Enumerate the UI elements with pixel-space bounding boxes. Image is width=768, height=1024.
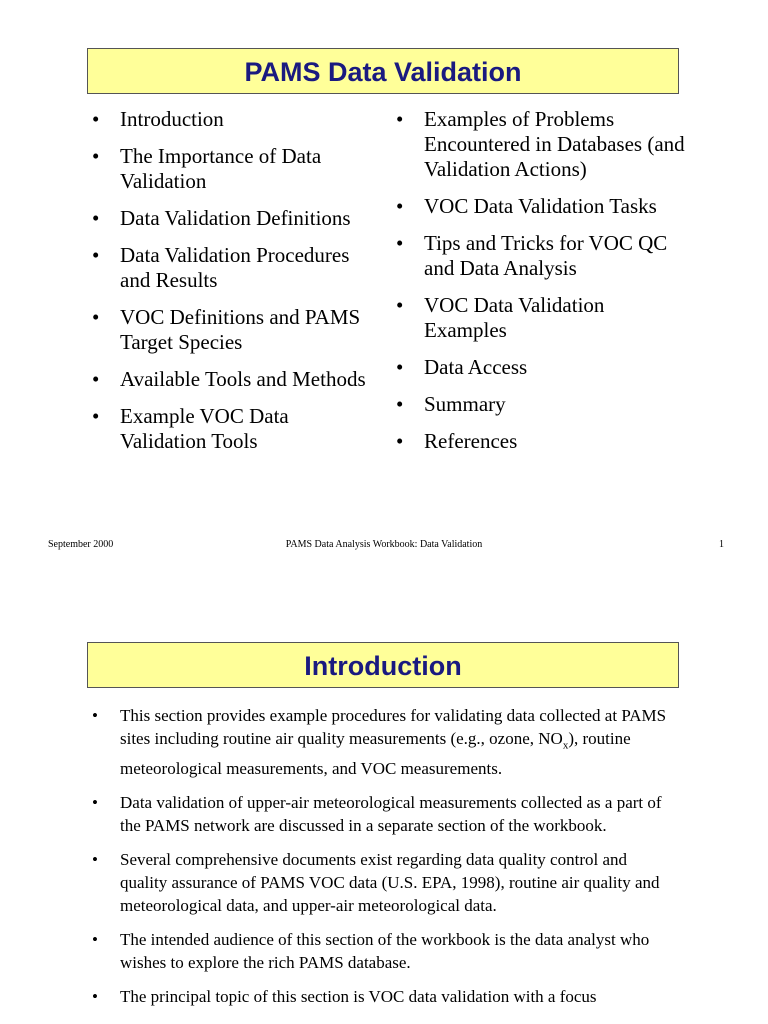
bullet-icon: •	[92, 793, 98, 813]
right-topic-list	[396, 107, 686, 466]
bullet-icon: •	[396, 194, 404, 218]
list-item: • Data Access	[396, 355, 528, 379]
list-item: • VOC Data Validation Tasks	[396, 194, 657, 218]
left-topic-list	[92, 107, 372, 466]
bullet-icon: •	[92, 367, 100, 391]
list-item: • The intended audience of this section of the workbook is the data analyst who wishes to explore the rich PAMS database.	[92, 930, 650, 973]
list-item: • Several comprehensive documents exist regarding data quality control and quality assurance of PAMS VOC data (U.S. EPA, 1998), routine air quality and meteorological data, and upper-air meteorological data.	[92, 850, 660, 916]
bullet-icon: •	[92, 930, 98, 950]
bullet-icon: •	[92, 305, 100, 329]
bullet-icon: •	[396, 231, 404, 255]
list-item: • VOC Data Validation Examples	[396, 293, 605, 342]
list-item: • Data Validation Definitions	[92, 206, 351, 230]
bullet-icon: •	[396, 107, 404, 131]
list-item: • This section provides example procedures for validating data collected at PAMS sites including routine air quality measurements (e.g., ozone, $NO_x$), routine meteorological measurements, and VOC measurements.	[92, 706, 667, 779]
list-item: • Examples of Problems Encountered in Databases (and Validation Actions)	[396, 107, 685, 181]
footer-title: PAMS Data Analysis Workbook: Data Validation	[285, 539, 483, 550]
bullet-icon: •	[396, 392, 404, 416]
footer-date: September 2000	[48, 539, 114, 550]
slide-title: Introduction	[87, 642, 679, 688]
list-item: • Available Tools and Methods	[92, 367, 366, 391]
bullet-icon: •	[92, 243, 100, 267]
bullet-icon: •	[92, 404, 100, 428]
list-item: • References	[396, 429, 518, 453]
list-item: • VOC Definitions and PAMS Target Species	[92, 305, 361, 354]
list-item: • Introduction	[92, 107, 224, 131]
list-item: • Example VOC Data Validation Tools	[92, 404, 289, 453]
bullet-icon: •	[396, 355, 404, 379]
page-number: 1	[719, 539, 724, 550]
list-item: • The principal topic of this section is VOC data validation with a focus	[92, 987, 597, 1007]
slide-title: PAMS Data Validation	[87, 48, 679, 94]
bullet-icon: •	[92, 107, 100, 131]
bullet-icon: •	[92, 987, 98, 1007]
list-item: • Data validation of upper-air meteorological measurements collected as a part of the PAMS network are discussed in a separate section of the workbook.	[92, 793, 662, 836]
bullet-icon: •	[92, 144, 100, 168]
bullet-icon: •	[396, 429, 404, 453]
bullet-icon: •	[92, 206, 100, 230]
list-item: • Tips and Tricks for VOC QC and Data Analysis	[396, 231, 668, 280]
bullet-icon: •	[92, 850, 98, 870]
bullet-icon: •	[92, 706, 98, 725]
list-item: • Summary	[396, 392, 506, 416]
list-item: • Data Validation Procedures and Results	[92, 243, 350, 292]
intro-list	[92, 704, 677, 1019]
bullet-icon: •	[396, 293, 404, 317]
list-item: • The Importance of Data Validation	[92, 144, 322, 193]
